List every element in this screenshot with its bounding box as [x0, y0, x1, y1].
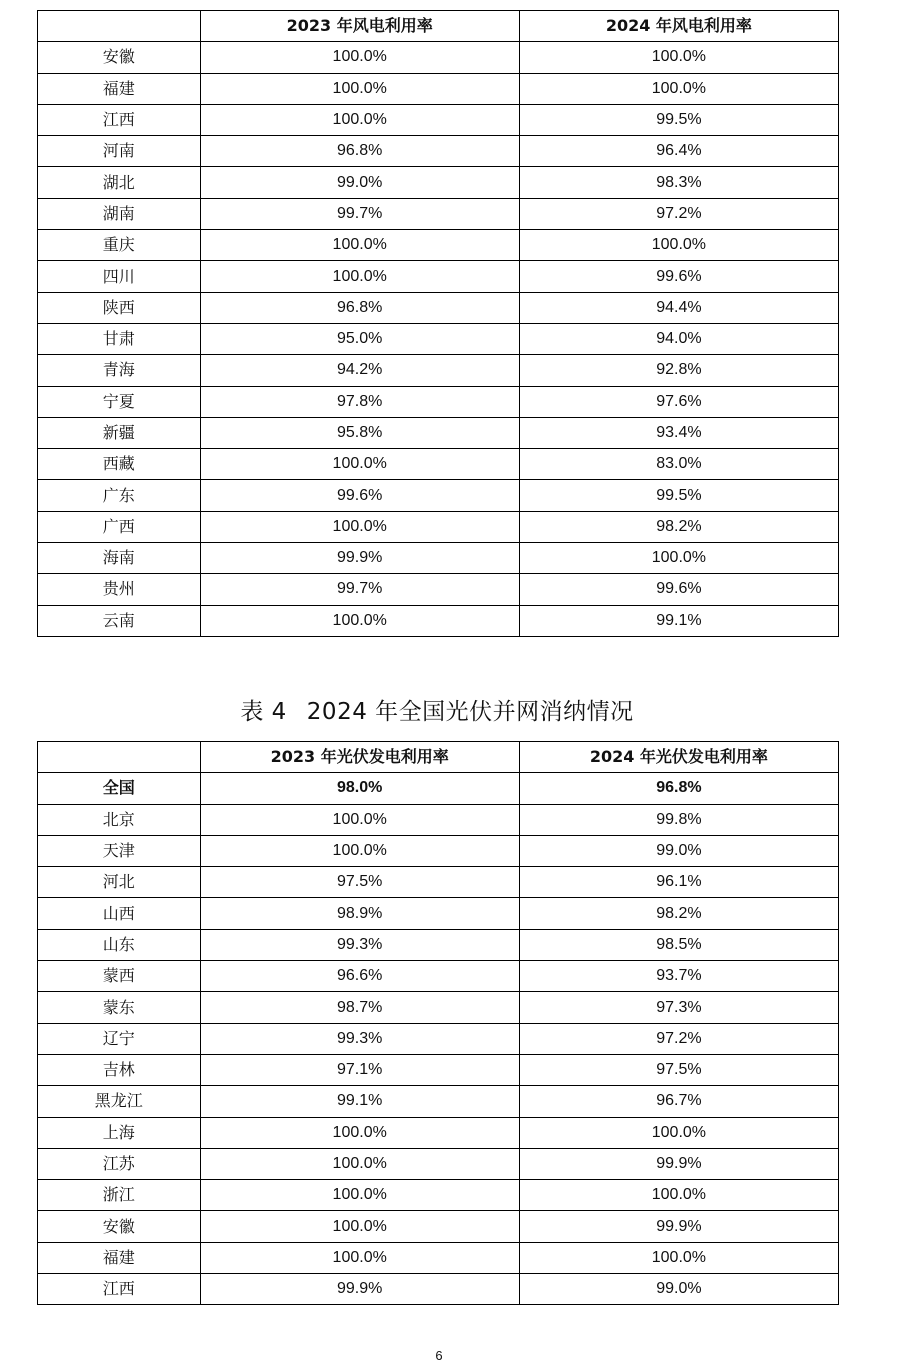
region-cell: 山西 [38, 898, 201, 929]
value-2024-cell: 99.9% [519, 1148, 838, 1179]
value-2024-cell: 100.0% [519, 42, 838, 73]
value-2024-cell: 99.0% [519, 1274, 838, 1305]
value-2024-cell: 92.8% [519, 355, 838, 386]
value-2024-cell: 99.8% [519, 804, 838, 835]
region-cell: 西藏 [38, 449, 201, 480]
table-row [38, 1086, 839, 1117]
table-row [38, 261, 839, 292]
value-2024-cell: 100.0% [519, 1180, 838, 1211]
value-2024-cell: 98.3% [519, 167, 838, 198]
table-row [38, 386, 839, 417]
value-2023-cell: 99.0% [200, 167, 519, 198]
region-cell: 海南 [38, 543, 201, 574]
value-2023-cell: 100.0% [200, 104, 519, 135]
region-cell: 安徽 [38, 42, 201, 73]
table-row [38, 574, 839, 605]
value-2024-cell: 96.8% [519, 773, 838, 804]
table-row [38, 543, 839, 574]
table-row [38, 1023, 839, 1054]
value-2024-cell: 98.2% [519, 898, 838, 929]
table-row [38, 1054, 839, 1085]
region-cell: 辽宁 [38, 1023, 201, 1054]
value-2023-cell: 99.3% [200, 929, 519, 960]
table-row [38, 1148, 839, 1179]
value-2023-cell: 99.7% [200, 574, 519, 605]
value-2023-cell: 97.5% [200, 867, 519, 898]
region-cell: 江西 [38, 104, 201, 135]
value-2023-cell: 95.0% [200, 323, 519, 354]
value-2024-cell: 98.5% [519, 929, 838, 960]
table-row [38, 198, 839, 229]
region-cell: 北京 [38, 804, 201, 835]
table-row [38, 104, 839, 135]
header-2024: 2024 年风电利用率 [519, 11, 838, 42]
value-2024-cell: 96.1% [519, 867, 838, 898]
region-cell: 山东 [38, 929, 201, 960]
table-row [38, 992, 839, 1023]
region-cell: 云南 [38, 605, 201, 636]
table-row [38, 1274, 839, 1305]
table-row [38, 511, 839, 542]
value-2024-cell: 100.0% [519, 1242, 838, 1273]
region-cell: 宁夏 [38, 386, 201, 417]
region-cell: 湖南 [38, 198, 201, 229]
region-cell: 广西 [38, 511, 201, 542]
value-2024-cell: 99.9% [519, 1211, 838, 1242]
region-cell: 河南 [38, 136, 201, 167]
table-header-row [38, 742, 839, 773]
table-row [38, 1211, 839, 1242]
region-cell: 福建 [38, 1242, 201, 1273]
value-2023-cell: 100.0% [200, 1211, 519, 1242]
value-2024-cell: 98.2% [519, 511, 838, 542]
region-cell: 江西 [38, 1274, 201, 1305]
table-header-row [38, 11, 839, 42]
value-2024-cell: 97.2% [519, 1023, 838, 1054]
region-cell: 甘肃 [38, 323, 201, 354]
value-2023-cell: 100.0% [200, 605, 519, 636]
value-2023-cell: 95.8% [200, 417, 519, 448]
value-2024-cell: 96.4% [519, 136, 838, 167]
table-row [38, 1242, 839, 1273]
table-row [38, 1117, 839, 1148]
table-row [38, 292, 839, 323]
region-cell: 吉林 [38, 1054, 201, 1085]
value-2024-cell: 93.4% [519, 417, 838, 448]
region-cell: 上海 [38, 1117, 201, 1148]
value-2023-cell: 100.0% [200, 449, 519, 480]
table4-caption [0, 693, 874, 726]
value-2023-cell: 99.6% [200, 480, 519, 511]
region-cell: 浙江 [38, 1180, 201, 1211]
value-2023-cell: 100.0% [200, 804, 519, 835]
region-cell: 蒙西 [38, 961, 201, 992]
value-2024-cell: 100.0% [519, 1117, 838, 1148]
value-2023-cell: 99.3% [200, 1023, 519, 1054]
value-2024-cell: 99.0% [519, 835, 838, 866]
table-row [38, 136, 839, 167]
value-2023-cell: 99.7% [200, 198, 519, 229]
region-cell: 河北 [38, 867, 201, 898]
value-2023-cell: 100.0% [200, 1117, 519, 1148]
header-region [38, 11, 201, 42]
value-2023-cell: 96.6% [200, 961, 519, 992]
value-2024-cell: 94.4% [519, 292, 838, 323]
header-2023: 2023 年风电利用率 [200, 11, 519, 42]
value-2024-cell: 97.6% [519, 386, 838, 417]
value-2024-cell: 97.5% [519, 1054, 838, 1085]
region-cell: 安徽 [38, 1211, 201, 1242]
value-2024-cell: 99.5% [519, 480, 838, 511]
region-cell: 天津 [38, 835, 201, 866]
region-cell: 青海 [38, 355, 201, 386]
table-row [38, 230, 839, 261]
table4-caption-title: 2024 年全国光伏并网消纳情况 [306, 699, 634, 725]
value-2024-cell: 99.1% [519, 605, 838, 636]
region-cell: 黑龙江 [38, 1086, 201, 1117]
value-2023-cell: 100.0% [200, 230, 519, 261]
value-2024-cell: 100.0% [519, 73, 838, 104]
value-2023-cell: 100.0% [200, 1180, 519, 1211]
table-row [38, 961, 839, 992]
region-cell: 江苏 [38, 1148, 201, 1179]
value-2023-cell: 100.0% [200, 73, 519, 104]
region-cell: 重庆 [38, 230, 201, 261]
table-row [38, 73, 839, 104]
value-2023-cell: 100.0% [200, 1242, 519, 1273]
region-cell: 蒙东 [38, 992, 201, 1023]
header-2023: 2023 年光伏发电利用率 [200, 742, 519, 773]
value-2024-cell: 83.0% [519, 449, 838, 480]
value-2023-cell: 100.0% [200, 1148, 519, 1179]
value-2023-cell: 100.0% [200, 42, 519, 73]
table-row [38, 1180, 839, 1211]
value-2024-cell: 97.3% [519, 992, 838, 1023]
value-2023-cell: 97.1% [200, 1054, 519, 1085]
value-2024-cell: 93.7% [519, 961, 838, 992]
value-2023-cell: 97.8% [200, 386, 519, 417]
table-row [38, 323, 839, 354]
table-row [38, 449, 839, 480]
table-row [38, 773, 839, 804]
value-2024-cell: 99.6% [519, 574, 838, 605]
region-cell: 陕西 [38, 292, 201, 323]
table4-caption-label: 表 4 [240, 699, 287, 725]
table-row [38, 480, 839, 511]
table-row [38, 167, 839, 198]
value-2023-cell: 98.9% [200, 898, 519, 929]
value-2023-cell: 99.1% [200, 1086, 519, 1117]
value-2024-cell: 99.5% [519, 104, 838, 135]
value-2024-cell: 96.7% [519, 1086, 838, 1117]
value-2023-cell: 100.0% [200, 511, 519, 542]
value-2023-cell: 99.9% [200, 543, 519, 574]
table-row [38, 804, 839, 835]
value-2023-cell: 100.0% [200, 261, 519, 292]
value-2023-cell: 98.7% [200, 992, 519, 1023]
region-cell: 四川 [38, 261, 201, 292]
value-2024-cell: 97.2% [519, 198, 838, 229]
table-row [38, 898, 839, 929]
value-2023-cell: 94.2% [200, 355, 519, 386]
value-2023-cell: 100.0% [200, 835, 519, 866]
table-row [38, 417, 839, 448]
table-row [38, 835, 839, 866]
region-cell: 湖北 [38, 167, 201, 198]
table-row [38, 355, 839, 386]
region-cell: 广东 [38, 480, 201, 511]
header-2024: 2024 年光伏发电利用率 [519, 742, 838, 773]
region-cell: 新疆 [38, 417, 201, 448]
value-2024-cell: 100.0% [519, 230, 838, 261]
region-cell: 全国 [38, 773, 201, 804]
page-number: 6 [435, 1348, 443, 1363]
value-2024-cell: 100.0% [519, 543, 838, 574]
table-row [38, 42, 839, 73]
header-region [38, 742, 201, 773]
value-2023-cell: 98.0% [200, 773, 519, 804]
value-2024-cell: 94.0% [519, 323, 838, 354]
value-2023-cell: 96.8% [200, 292, 519, 323]
value-2023-cell: 96.8% [200, 136, 519, 167]
value-2024-cell: 99.6% [519, 261, 838, 292]
table-row [38, 605, 839, 636]
region-cell: 贵州 [38, 574, 201, 605]
value-2023-cell: 99.9% [200, 1274, 519, 1305]
table-row [38, 867, 839, 898]
table-row [38, 929, 839, 960]
solar-utilization-table [37, 741, 839, 1305]
wind-utilization-table [37, 10, 839, 637]
region-cell: 福建 [38, 73, 201, 104]
